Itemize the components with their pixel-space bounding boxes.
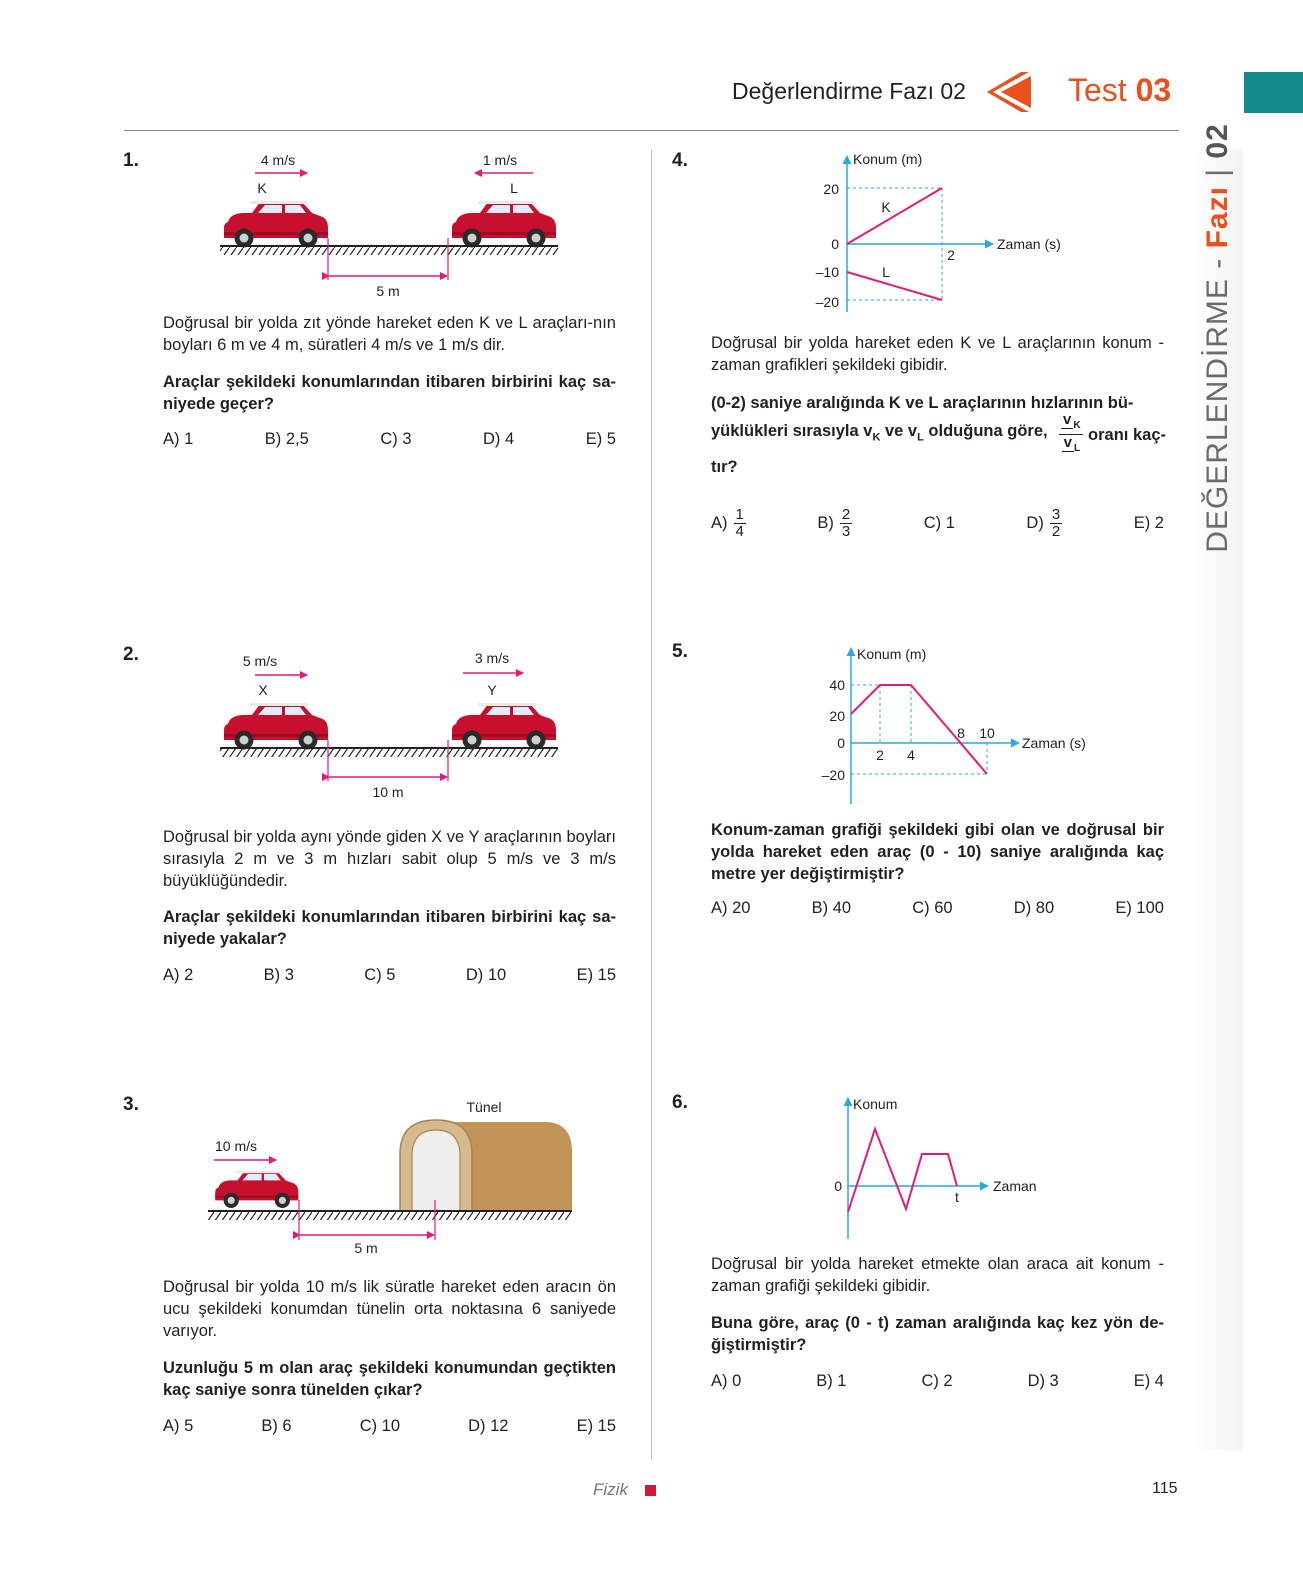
q2-question: Araçlar şekildeki konumlarından itibaren birbirini kaç sa-niyede yakalar?: [163, 908, 616, 948]
q1-question: Araçlar şekildeki konumlarından itibaren birbirini kaç sa-niyede geçer?: [163, 373, 616, 413]
q2-option-e[interactable]: E) 15: [576, 966, 616, 984]
test-label: Test 03: [1068, 72, 1172, 108]
q4-option-a[interactable]: A) $\frac{1}{4}$: [711, 505, 744, 540]
q3-text: Doğrusal bir yolda 10 m/s lik süratle hareket eden aracın ön ucu şekildeki konumdan tünelin orta noktasına 6 saniyede varıyor.: [163, 1278, 616, 1340]
q1-label-k: K: [257, 180, 267, 196]
q3-car: [215, 1171, 298, 1208]
q2-car-y: [452, 703, 556, 750]
q5-xtick-8: 8: [957, 725, 965, 741]
q4-question-line3: tır?: [711, 458, 738, 476]
q2-option-a[interactable]: A) 2: [163, 966, 194, 984]
q4-xtick-2: 2: [947, 247, 955, 263]
q6-t-label: t: [955, 1189, 959, 1205]
q6-x-label: Zaman: [993, 1178, 1037, 1194]
q2-road-hatch: [220, 749, 558, 757]
column-separator: [651, 150, 652, 1460]
q3-question: Uzunluğu 5 m olan araç şekildeki konumundan geçtikten kaç saniye sonra tünelden çıkar?: [163, 1359, 616, 1399]
q2-speed-x: 5 m/s: [242, 653, 278, 669]
q2-label-x: X: [258, 682, 268, 698]
q4-line-l: [847, 272, 942, 300]
q3-tunnel-label: Tünel: [466, 1099, 502, 1115]
q2-distance-label: 10 m: [372, 784, 404, 800]
q1-figure: [215, 148, 570, 303]
q1-distance-label: 5 m: [376, 283, 400, 299]
q5-ytick-20: 20: [829, 708, 845, 724]
q4-question-line1: (0-2) saniye aralığında K ve L araçlarının hızlarının bü-: [711, 394, 1134, 412]
q3-options: [163, 1417, 616, 1436]
q4-ytick-0: 0: [831, 236, 839, 252]
q5-x-label: Zaman (s): [1022, 735, 1086, 751]
q6-graph: [820, 1094, 1060, 1242]
q4-graph: [805, 150, 1090, 315]
q5-ytick-m20: –20: [821, 767, 845, 783]
q2-option-d[interactable]: D) 10: [465, 966, 507, 984]
q2-option-c[interactable]: C) 5: [364, 966, 396, 984]
q5-options: [711, 899, 1164, 918]
side-label-fazi: Fazı: [1201, 186, 1234, 249]
q1-options: [163, 430, 616, 449]
side-label-num: 02: [1201, 123, 1234, 159]
q5-xtick-4: 4: [907, 747, 915, 763]
footer-square-icon: [645, 1485, 656, 1496]
q1-car-k: [224, 201, 328, 248]
q3-speed: 10 m/s: [214, 1138, 258, 1154]
q5-option-a[interactable]: A) 20: [711, 899, 751, 917]
q1-option-a[interactable]: A) 1: [163, 430, 194, 448]
q3-option-a[interactable]: A) 5: [163, 1417, 194, 1435]
q6-y-label: Konum: [853, 1096, 898, 1112]
q3-option-b[interactable]: B) 6: [261, 1417, 292, 1435]
q4-line-k: [847, 188, 942, 244]
q4-label-k: K: [881, 199, 891, 215]
q1-speed-l: 1 m/s: [482, 152, 518, 168]
q6-option-a[interactable]: A) 0: [711, 1372, 742, 1390]
q1-option-e[interactable]: E) 5: [585, 430, 616, 448]
q4-question-line2: yüklükleri sırasıyla $v_K$ ve $v_L$ olduğuna göre, $\frac{v _K}{v _L}$ oranı kaç-: [711, 412, 1166, 457]
q2-figure: [215, 648, 570, 803]
q2-options: [163, 966, 616, 985]
footer-subject: Fizik: [593, 1480, 628, 1499]
q1-option-b[interactable]: B) 2,5: [264, 430, 309, 448]
header-divider: [124, 130, 1179, 131]
q5-option-d[interactable]: D) 80: [1013, 899, 1055, 917]
q4-ratio: $\frac{v _K}{v _L}$: [1059, 412, 1083, 457]
q1-label-l: L: [510, 180, 518, 196]
q6-options: [711, 1372, 1164, 1391]
q5-xtick-10: 10: [979, 725, 995, 741]
q1-text: Doğrusal bir yolda zıt yönde hareket eden K ve L araçları-nın boyları 6 m ve 4 m, süratleri 4 m/s ve 1 m/s dir.: [163, 314, 616, 354]
q4-ytick-20: 20: [823, 181, 839, 197]
q5-option-b[interactable]: B) 40: [811, 899, 852, 917]
q6-text: Doğrusal bir yolda hareket etmekte olan araca ait konum - zaman grafiği şekildeki gibidir.: [711, 1255, 1164, 1295]
q6-zero: 0: [834, 1178, 842, 1194]
q2-text: Doğrusal bir yolda aynı yönde giden X ve Y araçlarının boyları sırasıyla 2 m ve 3 m hızları sabit olup 5 m/s ve 3 m/s büyüklüğündedir.: [163, 828, 616, 890]
question-2-number: 2.: [123, 644, 139, 665]
q3-figure: [200, 1092, 590, 1262]
test-number: 03: [1135, 72, 1172, 108]
q4-y-label: Konum (m): [853, 151, 923, 167]
side-label: DEĞERLENDİRME - Fazı | 02: [1201, 123, 1234, 553]
q6-option-d[interactable]: D) 3: [1027, 1372, 1059, 1390]
q5-xtick-2: 2: [876, 747, 884, 763]
q5-option-c[interactable]: C) 60: [912, 899, 953, 917]
q2-car-x: [224, 703, 328, 750]
q5-question: Konum-zaman grafiği şekildeki gibi olan ve doğrusal bir yolda hareket eden araç (0 - 10) saniye aralığında kaç metre yer değiştirmiştir?: [711, 821, 1164, 883]
q4-option-c[interactable]: C) 1: [923, 513, 955, 532]
question-1-number: 1.: [123, 150, 139, 171]
q5-option-e[interactable]: E) 100: [1115, 899, 1164, 917]
q2-option-b[interactable]: B) 3: [263, 966, 294, 984]
q5-position-line: [851, 685, 987, 774]
q6-option-b[interactable]: B) 1: [816, 1372, 847, 1390]
q5-graph: [805, 644, 1105, 806]
q1-option-c[interactable]: C) 3: [380, 430, 412, 448]
header-title: Değerlendirme Fazı 02: [732, 78, 966, 104]
page-number: 115: [1152, 1480, 1178, 1497]
q3-option-d[interactable]: D) 12: [468, 1417, 509, 1435]
q1-speed-k: 4 m/s: [260, 152, 296, 168]
q5-ytick-40: 40: [829, 677, 845, 693]
q6-option-e[interactable]: E) 4: [1133, 1372, 1164, 1390]
q3-tunnel-opening: [412, 1130, 460, 1211]
q2-speed-y: 3 m/s: [474, 650, 510, 666]
q4-option-b[interactable]: B) $\frac{2}{3}$: [817, 505, 851, 540]
question-5-number: 5.: [672, 641, 688, 662]
q4-option-e[interactable]: E) 2: [1133, 513, 1164, 532]
q4-option-d[interactable]: D) $\frac{3}{2}$: [1026, 505, 1061, 540]
chevron-left-icon: [985, 70, 1033, 114]
q3-option-c[interactable]: C) 10: [359, 1417, 401, 1435]
q4-ytick-m20: –20: [815, 294, 839, 310]
teal-tab: [1244, 72, 1303, 113]
q1-car-l: [452, 201, 556, 248]
q4-text: Doğrusal bir yolda hareket eden K ve L araçlarının konum - zaman grafikleri şekildeki gibidir.: [711, 334, 1164, 374]
q3-option-e[interactable]: E) 15: [576, 1417, 616, 1435]
q1-road-hatch: [220, 247, 558, 255]
q1-option-d[interactable]: D) 4: [483, 430, 515, 448]
q4-x-label: Zaman (s): [997, 236, 1061, 252]
q4-label-l: L: [882, 264, 890, 280]
question-6-number: 6.: [672, 1092, 688, 1113]
q6-option-c[interactable]: C) 2: [921, 1372, 953, 1390]
q6-question: Buna göre, araç (0 - t) zaman aralığında kaç kez yön de-ğiştirmiştir?: [711, 1314, 1164, 1354]
q3-road-hatch: [208, 1212, 572, 1220]
q3-distance-label: 5 m: [354, 1240, 378, 1256]
q2-label-y: Y: [487, 682, 497, 698]
question-4-number: 4.: [672, 150, 688, 171]
q4-options: [711, 502, 1164, 544]
q5-y-label: Konum (m): [857, 646, 927, 662]
q5-ytick-0: 0: [837, 735, 845, 751]
q6-position-line: [848, 1129, 957, 1212]
question-3-number: 3.: [123, 1094, 139, 1115]
q4-ytick-m10: –10: [815, 264, 839, 280]
